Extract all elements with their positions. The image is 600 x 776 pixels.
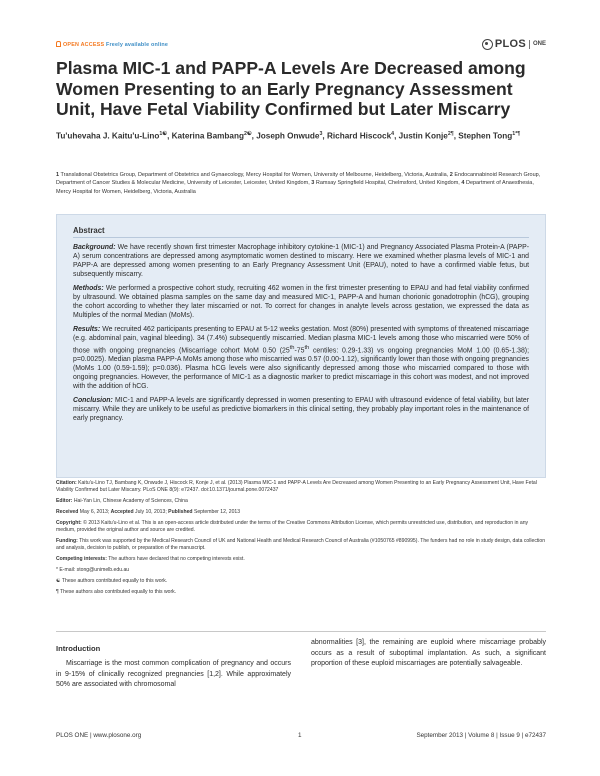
- equal-contribution-note: ☯ These authors contributed equally to this work.: [56, 578, 168, 584]
- affiliation-text: Endocannabinoid Research Group, Department of Cancer Studies & Molecular Medicine, University of Leicester, Leicester, United Kingdom,: [56, 172, 541, 187]
- abstract-conclusion: [73, 396, 529, 423]
- author-affiliation-mark: 1*¶: [512, 131, 521, 137]
- abstract-results-text: We recruited 462 participants presenting to EPAU at 5-12 weeks gestation. Most (80%) presented with symptoms of threatened miscarriage (e.g. abdominal pain, vaginal bleeding). 34 (7.4%) subsequently miscarried. Median plasma MIC-1 levels among those who miscarried were 50% of those with ongoing pregnancies (Miscarriage cohort MoM 0.50 (25: [73, 326, 529, 354]
- abstract-background-label: Background:: [73, 244, 116, 251]
- corresponding-email[interactable]: * E-mail: stong@unimelb.edu.au: [56, 567, 130, 573]
- abstract-results-text: -75: [294, 346, 305, 354]
- competing-label: Competing interests:: [56, 556, 107, 562]
- abstract-conclusion-label: Conclusion:: [73, 397, 113, 405]
- footer-issue-info: September 2013 | Volume 8 | Issue 9 | e72437: [416, 732, 546, 739]
- affiliation-text: Ramsay Springfield Hospital, Chelmsford, United Kingdom,: [315, 180, 460, 187]
- abstract-background-text: We have recently shown first trimester Macrophage inhibitory cytokine-1 (MIC-1) and Pregnancy Associated Plasma Protein-A (PAPP-A) serum concentrations are depressed among asymptomatic women destined to miscarry. Here we examined whether plasma levels of MIC-1 and PAPP-A are depressed among women presenting to an Early Pregnancy Assessment Unit (EPAU), noted to have a confirmed viable fetus, but subsequently miscarry.: [73, 244, 529, 279]
- competing-text: The authors have declared that no competing interests exist.: [108, 556, 245, 562]
- abstract-methods: [73, 284, 529, 320]
- author-name[interactable]: Justin Konje: [398, 131, 448, 141]
- author-affiliation-mark: 1☯: [159, 131, 168, 137]
- plos-mark-icon: [482, 39, 493, 50]
- funding: [56, 538, 546, 552]
- received-date: May 6, 2013;: [79, 509, 110, 515]
- article-title: Plasma MIC-1 and PAPP-A Levels Are Decreased among Women Presenting to an Early Pregnancy Assessment Unit, Have Fetal Viability Confirmed but Later Miscarry: [56, 58, 526, 120]
- abstract-results-text: centiles: 0.29-1.33) vs ongoing pregnancies MoM 1.00 (0.65-1.38); p=0.0025). Median plasma PAPP-A MoMs among those who miscarried was 0.57 (0.00-1.12), significantly lower than those with ongoing pregnancies (MoMs 1.00 (0.59-1.59); p=0.036). Plasma hCG levels were also significantly depressed among those who miscarried compared to those with ongoing pregnancies. However, the performance of MIC-1 as a diagnostic marker to predict miscarriage in this cohort was modest, and not improved with the addition of hCG.: [73, 346, 530, 391]
- author-separator: ,: [453, 131, 459, 141]
- author-list: [56, 126, 546, 145]
- section-divider: [56, 631, 546, 632]
- page-header: [56, 40, 546, 54]
- author-separator: ,: [322, 131, 327, 141]
- received-label: Received: [56, 509, 79, 515]
- page-footer: [56, 732, 546, 742]
- journal-logo: [482, 38, 546, 50]
- page-number: 1: [298, 732, 302, 739]
- abstract-box: [56, 214, 546, 478]
- abstract-conclusion-text: MIC-1 and PAPP-A levels are significantly depressed in women presenting to EPAU with ultrasound evidence of fetal viability, but later miscarry. While they are unlikely to be useful as predictive biomarkers in this clinical setting, they probably play important roles in the maintenance of early pregnancy.: [73, 397, 529, 423]
- also-contributed-note: ¶ These authors also contributed equally to this work.: [56, 589, 177, 595]
- open-access-label-2: ACCESS: [80, 42, 105, 48]
- abstract-methods-label: Methods:: [73, 285, 104, 293]
- funding-label: Funding:: [56, 538, 78, 544]
- abstract-methods-text: We performed a prospective cohort study, recruiting 462 women in the first trimester presenting to EPAU and had fetal viability confirmed by ultrasound. We obtained plasma samples on the same day and measured MIC-1, PAPP-A and human chorionic gonadotrophin (hCG), grouping the cohort according to whether they later miscarried or not. To correct for changes in analyte levels across gestation, we expressed the data as Multiples of the normal Median (MoMs).: [73, 285, 529, 320]
- author-separator: ,: [394, 131, 399, 141]
- accepted-label: Accepted: [110, 509, 134, 515]
- author-name[interactable]: Richard Hiscock: [326, 131, 392, 141]
- footer-journal-url[interactable]: PLOS ONE | www.plosone.org: [56, 732, 142, 739]
- author-name[interactable]: Katerina Bambang: [171, 131, 244, 141]
- author-name[interactable]: Joseph Onwude: [256, 131, 320, 141]
- author-affiliation-mark: 2☯: [243, 131, 252, 137]
- introduction-text-right: abnormalities [3], the remaining are euploid where miscarriage probably occurs as a result of suboptimal implantation. As such, a significant proportion of these euploid miscarriages are potentially salvageable.: [311, 639, 546, 668]
- author-name[interactable]: Stephen Tong: [458, 131, 513, 141]
- article-metadata: [56, 480, 546, 600]
- copyright-text: © 2013 Kaitu'u-Lino et al. This is an open-access article distributed under the terms of the Creative Commons Attribution License, which permits unrestricted use, distribution, and reproduction in any medium, provided the original author and source are credited.: [56, 520, 529, 533]
- affiliation-text: Translational Obstetrics Group, Department of Obstetrics and Gynaecology, Mercy Hospital for Women, University of Melbourne, Heidelberg, Victoria, Australia,: [60, 172, 449, 178]
- dates: [56, 509, 546, 516]
- journal-logo-word: PLOS: [494, 38, 526, 50]
- abstract-results-label: Results:: [73, 326, 101, 334]
- copyright: [56, 520, 546, 534]
- author-separator: ,: [251, 131, 257, 141]
- citation-text[interactable]: Kaitu'u-Lino TJ, Bambang K, Onwude J, Hiscock R, Konje J, et al. (2013) Plasma MIC-1 and PAPP-A Levels Are Decreased among Women Presenting to an Early Pregnancy Assessment Unit, Have Fetal Viability Confirmed but Later Miscarry. PLoS ONE 8(9): e72437. doi:10.1371/journal.pone.0072437: [56, 480, 537, 493]
- funding-text: This work was supported by the Medical Research Council of UK and National Health and Medical Research Council of Australia (#1050765 #890995). The funders had no role in study design, data collection and analysis, decision to publish, or preparation of the manuscript.: [56, 538, 546, 551]
- citation-label: Citation:: [56, 480, 77, 486]
- abstract-results: [73, 325, 529, 391]
- author-affiliation-mark: 3: [319, 131, 323, 137]
- author-name[interactable]: Tu'uhevaha J. Kaitu'u-Lino: [56, 131, 160, 141]
- introduction-heading: Introduction: [56, 644, 101, 653]
- copyright-label: Copyright:: [56, 520, 82, 526]
- affiliation-number: 1: [56, 172, 60, 178]
- abstract-results-sup: th: [304, 344, 310, 351]
- affiliation-number: 2: [449, 172, 453, 178]
- open-access-label: OPEN: [63, 42, 80, 48]
- affiliation-number: 4: [461, 180, 465, 187]
- affiliations: [56, 171, 546, 196]
- open-lock-icon: [56, 41, 61, 47]
- affiliation-number: 3: [311, 180, 315, 187]
- abstract-divider: [73, 237, 529, 238]
- logo-divider: [529, 40, 530, 49]
- citation: [56, 480, 546, 494]
- abstract-body: [73, 243, 529, 428]
- author-affiliation-mark: 4: [391, 131, 395, 137]
- abstract-heading: Abstract: [73, 226, 105, 235]
- author-affiliation-mark: 2¶: [447, 131, 454, 137]
- abstract-results-sup: th: [289, 344, 295, 351]
- introduction-text-left: Miscarriage is the most common complication of pregnancy and occurs in 9-15% of clinically recognized pregnancies [1,2]. While approximately 50% are associated with chromosomal: [56, 660, 291, 689]
- editor-label: Editor:: [56, 498, 73, 504]
- editor: [56, 498, 546, 505]
- published-date: September 12, 2013: [193, 509, 241, 515]
- affiliation-text: Department of Anaesthesia, Mercy Hospital for Women, Heidelberg, Victoria, Australia: [56, 180, 534, 195]
- editor-text: Hai-Yan Lin, Chinese Academy of Sciences, China: [73, 498, 188, 504]
- open-access-badge: [56, 41, 168, 48]
- free-available-label: Freely available online: [105, 42, 169, 48]
- abstract-background: [73, 243, 529, 279]
- journal-logo-suffix: ONE: [532, 41, 546, 47]
- author-separator: ,: [167, 131, 172, 141]
- published-label: Published: [168, 509, 193, 515]
- accepted-date: July 10, 2013;: [135, 509, 167, 515]
- competing-interests: [56, 556, 546, 563]
